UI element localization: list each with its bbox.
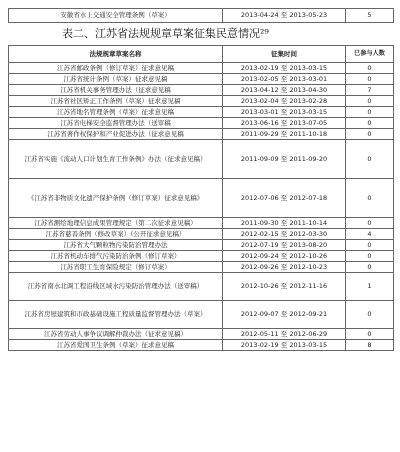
table-row — [9, 9, 394, 23]
count-cell: 0 — [346, 179, 394, 218]
period-cell: 2012-09-07 至 2012-09-21 — [223, 301, 346, 329]
law-name-cell: 江苏省大气颗粒物污染防治管理办法 — [9, 240, 223, 251]
table-row — [9, 179, 394, 218]
table-row — [9, 273, 394, 301]
law-name-cell: 江苏省机关事务管理办法（征求意见稿 — [9, 85, 223, 96]
count-cell: 0 — [346, 107, 394, 118]
table-row — [9, 74, 394, 85]
law-name-cell: 江苏省统计条例（草案）征求意见稿 — [9, 74, 223, 85]
table-row — [9, 301, 394, 329]
law-name-cell: 江苏省职工生育保险规定（修订草案） — [9, 262, 223, 273]
count-cell: 1 — [346, 273, 394, 301]
law-name-cell: 江苏省著作权保护和产业促进办法（征求意见稿 — [9, 129, 223, 140]
law-name-cell: 江苏省邮政条例（修订草案）征求意见稿 — [9, 63, 223, 74]
period-cell: 2013-02-19 至 2013-03-15 — [223, 340, 346, 351]
law-name-cell: 江苏省房屋建筑和市政基础设施工程质量监督管理办法（草案） — [9, 301, 223, 329]
law-name-cell: 江苏省慈善条例（修改草案）（公开征求意见稿） — [9, 229, 223, 240]
count-cell: 0 — [346, 240, 394, 251]
period-cell: 2013-06-16 至 2013-07-05 — [223, 118, 346, 129]
period-cell: 2013-02-19 至 2013-03-15 — [223, 63, 346, 74]
period-cell: 2011-09-30 至 2011-10-14 — [223, 218, 346, 229]
period-cell: 2011-09-29 至 2011-10-18 — [223, 129, 346, 140]
count-cell: 0 — [346, 118, 394, 129]
period-cell: 2013-02-04 至 2013-02-28 — [223, 96, 346, 107]
law-name-cell: 江苏省测绘地理信息成果管理规定（第二次征求意见稿） — [9, 218, 223, 229]
count-cell: 0 — [346, 74, 394, 85]
law-name-cell: 江苏省南水北调工程沿线区域水污染防治管理办法（送审稿） — [9, 273, 223, 301]
period-cell: 2013-02-05 至 2013-03-01 — [223, 74, 346, 85]
law-name-cell: 江苏省地名管理条例（草案）征求意见稿 — [9, 107, 223, 118]
table-row — [9, 85, 394, 96]
table-row — [9, 107, 394, 118]
count-cell: 7 — [346, 85, 394, 96]
count-cell: 0 — [346, 329, 394, 340]
previous-table-fragment — [8, 8, 394, 23]
opinion-table — [8, 45, 394, 351]
header-name: 法规规章草案名称 — [9, 46, 223, 63]
table-row — [9, 329, 394, 340]
period-cell: 2013-04-24 至 2013-05-23 — [223, 9, 346, 23]
count-cell: 5 — [346, 9, 394, 23]
table-row — [9, 218, 394, 229]
law-name-cell: 江苏省社区矫正工作条例（草案）征求意见稿 — [9, 96, 223, 107]
period-cell: 2012-10-26 至 2012-11-16 — [223, 273, 346, 301]
law-name-cell: 江苏省电梯安全监督管理办法（送审稿 — [9, 118, 223, 129]
period-cell: 2012-05-11 至 2012-06-29 — [223, 329, 346, 340]
period-cell: 2013-03-01 至 2013-03-15 — [223, 107, 346, 118]
count-cell: 0 — [346, 262, 394, 273]
count-cell: 4 — [346, 229, 394, 240]
period-cell: 2012-07-06 至 2012-07-18 — [223, 179, 346, 218]
table-row — [9, 340, 394, 351]
law-name-cell: 江苏省实施《流动人口计划生育工作条例》办法（征求意见稿） — [9, 140, 223, 179]
table-row — [9, 140, 394, 179]
table-row — [9, 240, 394, 251]
table-row — [9, 63, 394, 74]
count-cell: 0 — [346, 129, 394, 140]
period-cell: 2013-04-12 至 2013-04-30 — [223, 85, 346, 96]
count-cell: 8 — [346, 340, 394, 351]
header-time: 征集时间 — [223, 46, 346, 63]
law-name-cell: 《江苏省非物质文化遗产保护条例（修订草案）征求意见稿》 — [9, 179, 223, 218]
period-cell: 2012-02-15 至 2012-03-30 — [223, 229, 346, 240]
law-name-cell: 安徽省水上交通安全管理条例（草案） — [9, 9, 223, 23]
count-cell: 0 — [346, 218, 394, 229]
section-title: 表二、江苏省法规规章草案征集民意情况²⁹ — [62, 27, 269, 40]
table-row — [9, 251, 394, 262]
law-name-cell: 江苏省爱国卫生条例（草案）征求意见稿 — [9, 340, 223, 351]
count-cell: 0 — [346, 96, 394, 107]
table-row — [9, 229, 394, 240]
table-row — [9, 118, 394, 129]
law-name-cell: 江苏省劳动人事争议调解仲裁办法（征求意见稿） — [9, 329, 223, 340]
period-cell: 2012-09-26 至 2012-10-23 — [223, 262, 346, 273]
count-cell: 0 — [346, 63, 394, 74]
table-row — [9, 262, 394, 273]
law-name-cell: 江苏省机动车排气污染防治条例（修订草案） — [9, 251, 223, 262]
table-row — [9, 129, 394, 140]
period-cell: 2012-09-24 至 2012-10-26 — [223, 251, 346, 262]
table-header-row — [9, 46, 394, 63]
header-count: 已参与人数 — [346, 46, 394, 63]
period-cell: 2012-07-19 至 2013-08-20 — [223, 240, 346, 251]
count-cell: 0 — [346, 301, 394, 329]
count-cell: 0 — [346, 140, 394, 179]
count-cell: 0 — [346, 251, 394, 262]
table-row — [9, 96, 394, 107]
period-cell: 2011-09-09 至 2011-09-20 — [223, 140, 346, 179]
